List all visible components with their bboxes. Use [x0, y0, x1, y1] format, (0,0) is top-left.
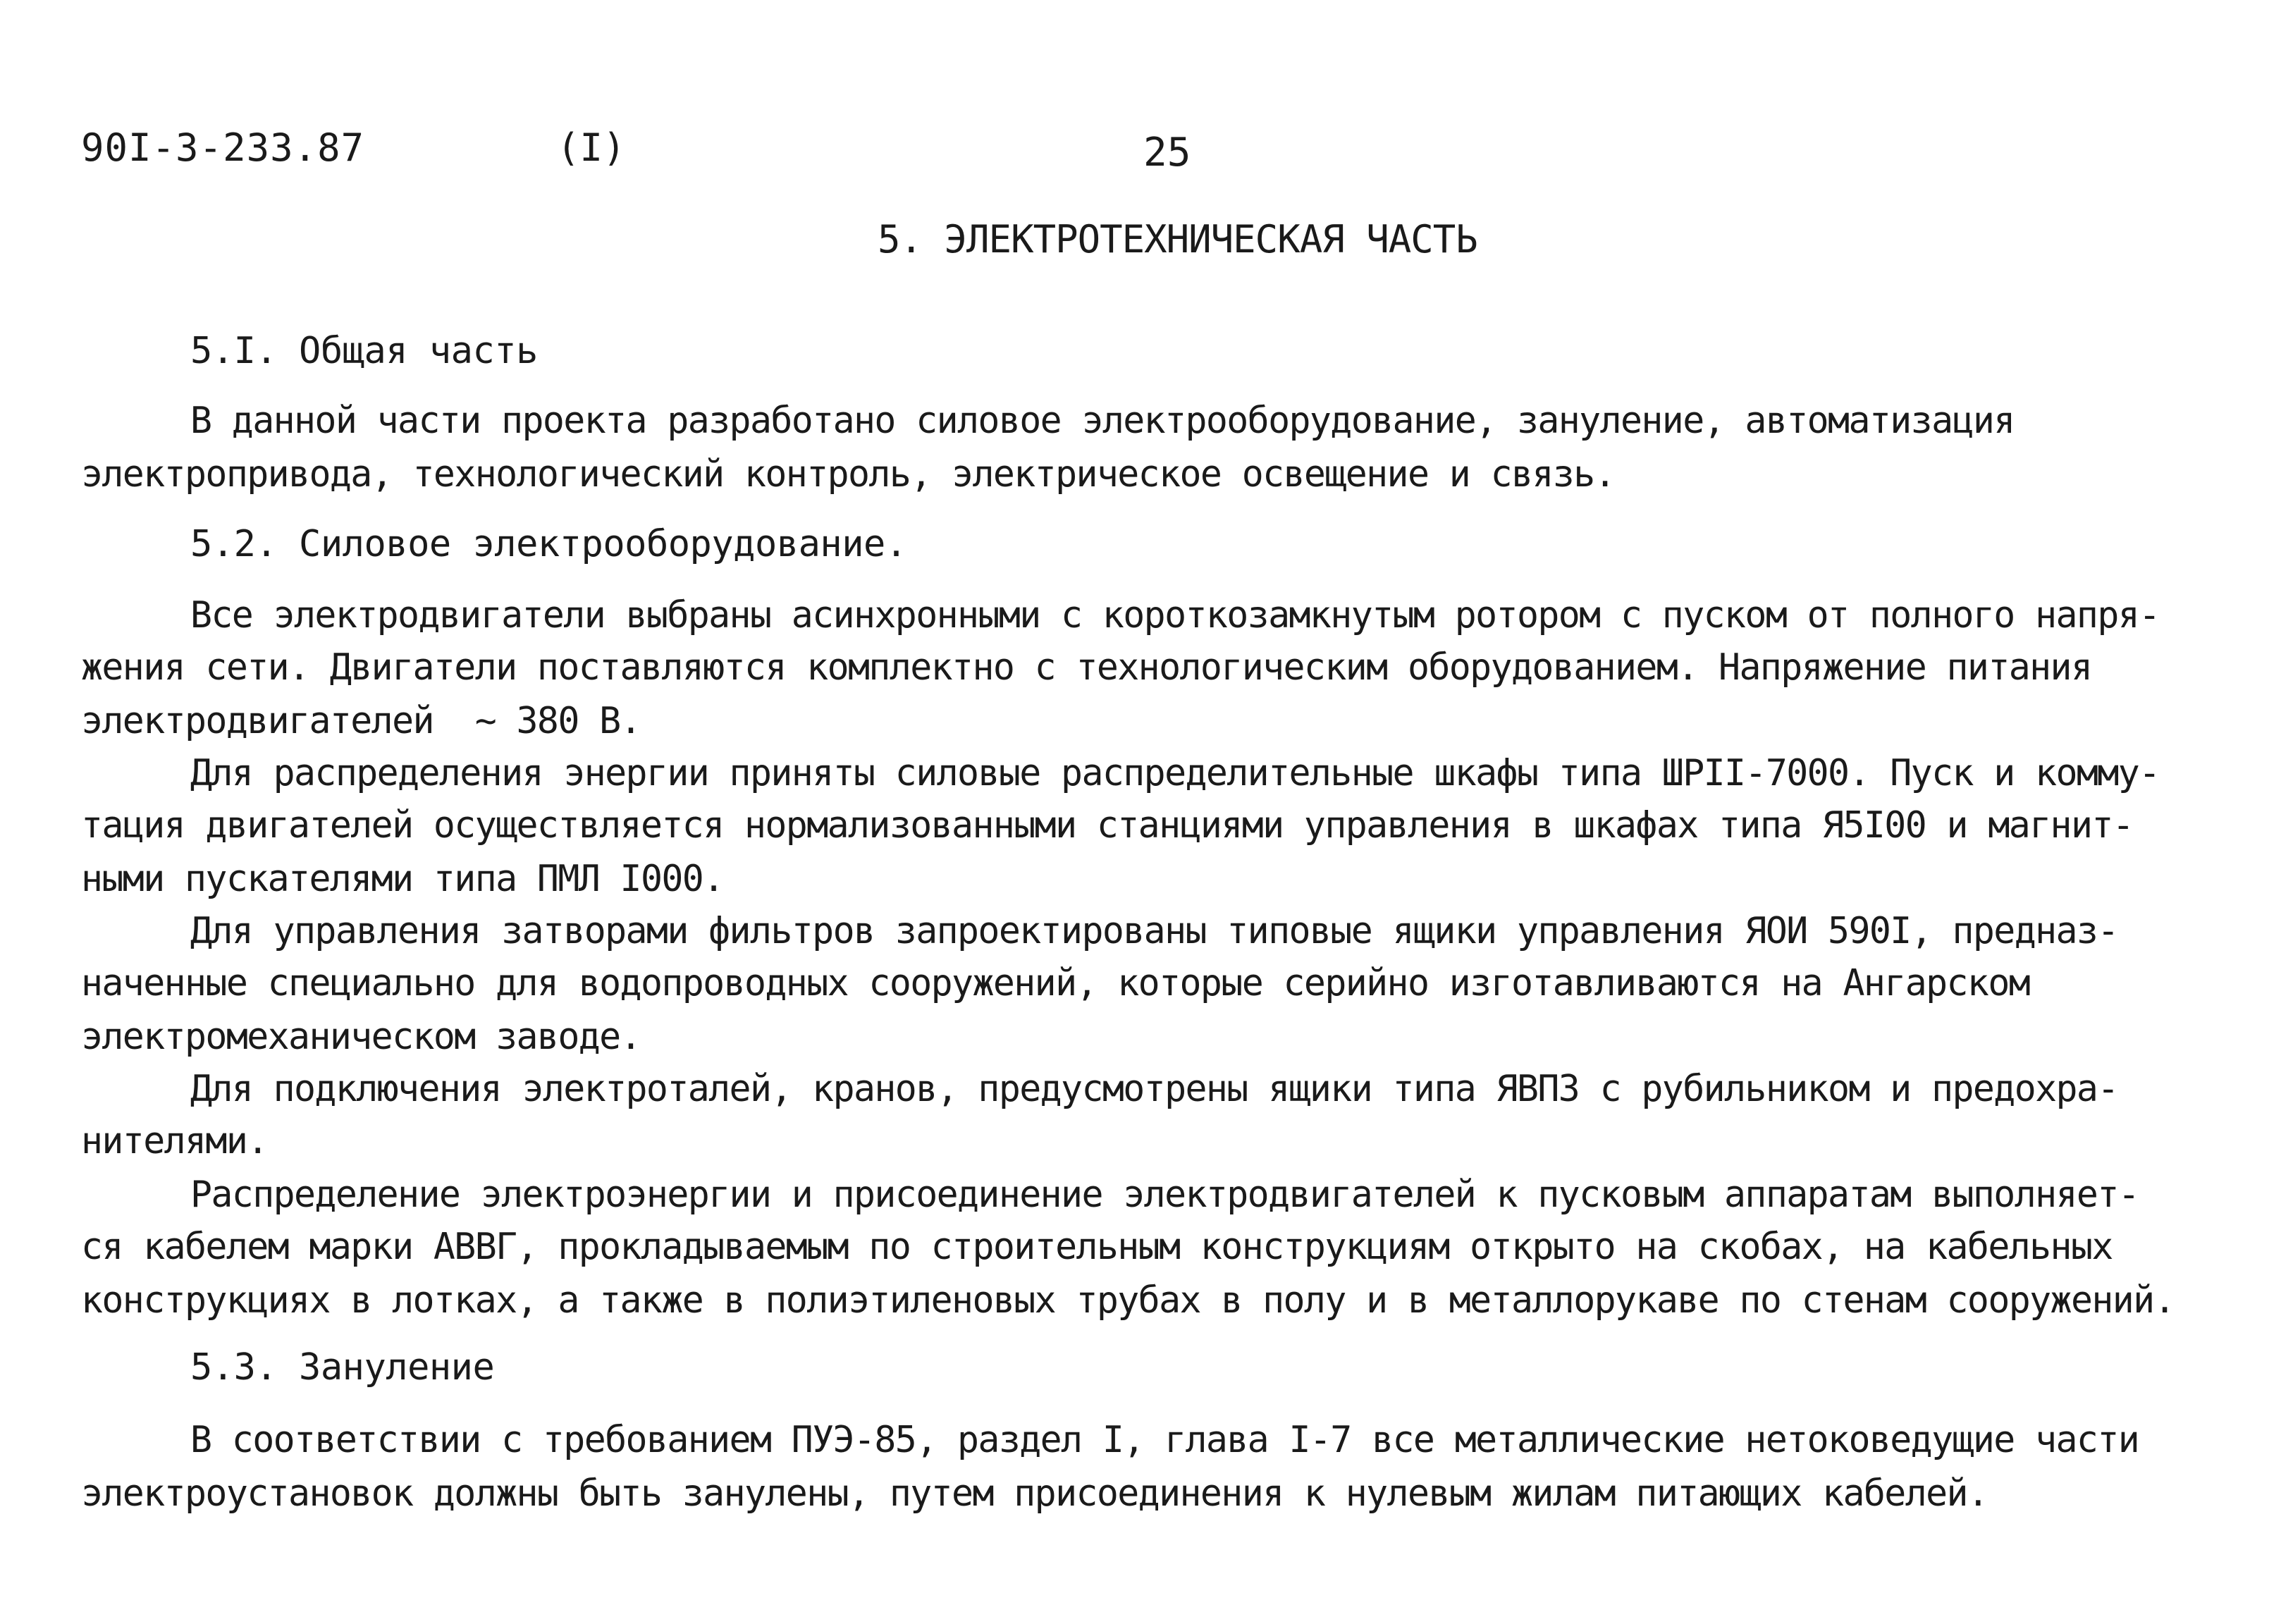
paragraph-line: Все электродвигатели выбраны асинхронными с короткозамкнутым ротором с пуском от полного напря-	[190, 594, 2160, 636]
paragraph-line: тация двигателей осуществляется нормализованными станциями управления в шкафах типа Я5I00 и магнит-	[81, 804, 2134, 847]
paragraph-line: электропривода, технологический контроль, электрическое освещение и связь.	[81, 453, 1616, 496]
document-code: 90I-3-233.87	[81, 125, 365, 170]
paragraph-line: Для управления затворами фильтров запроектированы типовые ящики управления ЯОИ 590I, предназ-	[190, 910, 2118, 952]
paragraph-line: Для распределения энергии приняты силовые распределительные шкафы типа ШРII-7000. Пуск и комму-	[190, 752, 2160, 794]
paragraph-line: электромеханическом заводе.	[81, 1016, 641, 1058]
document-variant: (I)	[557, 125, 626, 170]
paragraph-line: В соответствии с требованием ПУЭ-85, раздел I, глава I-7 все металлические нетоковедущие части	[190, 1419, 2139, 1461]
section-title: 5. ЭЛЕКТРОТЕХНИЧЕСКАЯ ЧАСТЬ	[878, 217, 1477, 262]
paragraph-line: жения сети. Двигатели поставляются комплектно с технологическим оборудованием. Напряжение питания	[81, 646, 2092, 689]
paragraph-line: нителями.	[81, 1120, 268, 1162]
paragraph-line: Для подключения электроталей, кранов, предусмотрены ящики типа ЯВПЗ с рубильником и предохра-	[190, 1068, 2118, 1110]
paragraph-line: наченные специально для водопроводных сооружений, которые серийно изготавливаются на Ангарском	[81, 962, 2030, 1004]
subsection-title-power: 5.2. Силовое электрооборудование.	[190, 523, 907, 565]
paragraph-line: конструкциях в лотках, а также в полиэтиленовых трубах в полу и в металлорукаве по стенам сооружений.	[81, 1279, 2175, 1322]
paragraph-line: Распределение электроэнергии и присоединение электродвигателей к пусковым аппаратам выполняет-	[190, 1174, 2139, 1216]
paragraph-line: ными пускателями типа ПМЛ I000.	[81, 858, 724, 900]
subsection-title-grounding: 5.3. Зануление	[190, 1346, 495, 1389]
paragraph-line: электродвигателей ~ 380 В.	[81, 700, 641, 742]
page-number: 25	[1143, 130, 1191, 176]
paragraph-line: ся кабелем марки АВВГ, прокладываемым по строительным конструкциям открыто на скобах, на кабельных	[81, 1226, 2113, 1268]
paragraph-line: электроустановок должны быть занулены, путем присоединения к нулевым жилам питающих кабелей.	[81, 1472, 1988, 1515]
subsection-title-general: 5.I. Общая часть	[190, 330, 538, 372]
paragraph-line: В данной части проекта разработано силовое электрооборудование, зануление, автоматизация	[190, 400, 2015, 442]
